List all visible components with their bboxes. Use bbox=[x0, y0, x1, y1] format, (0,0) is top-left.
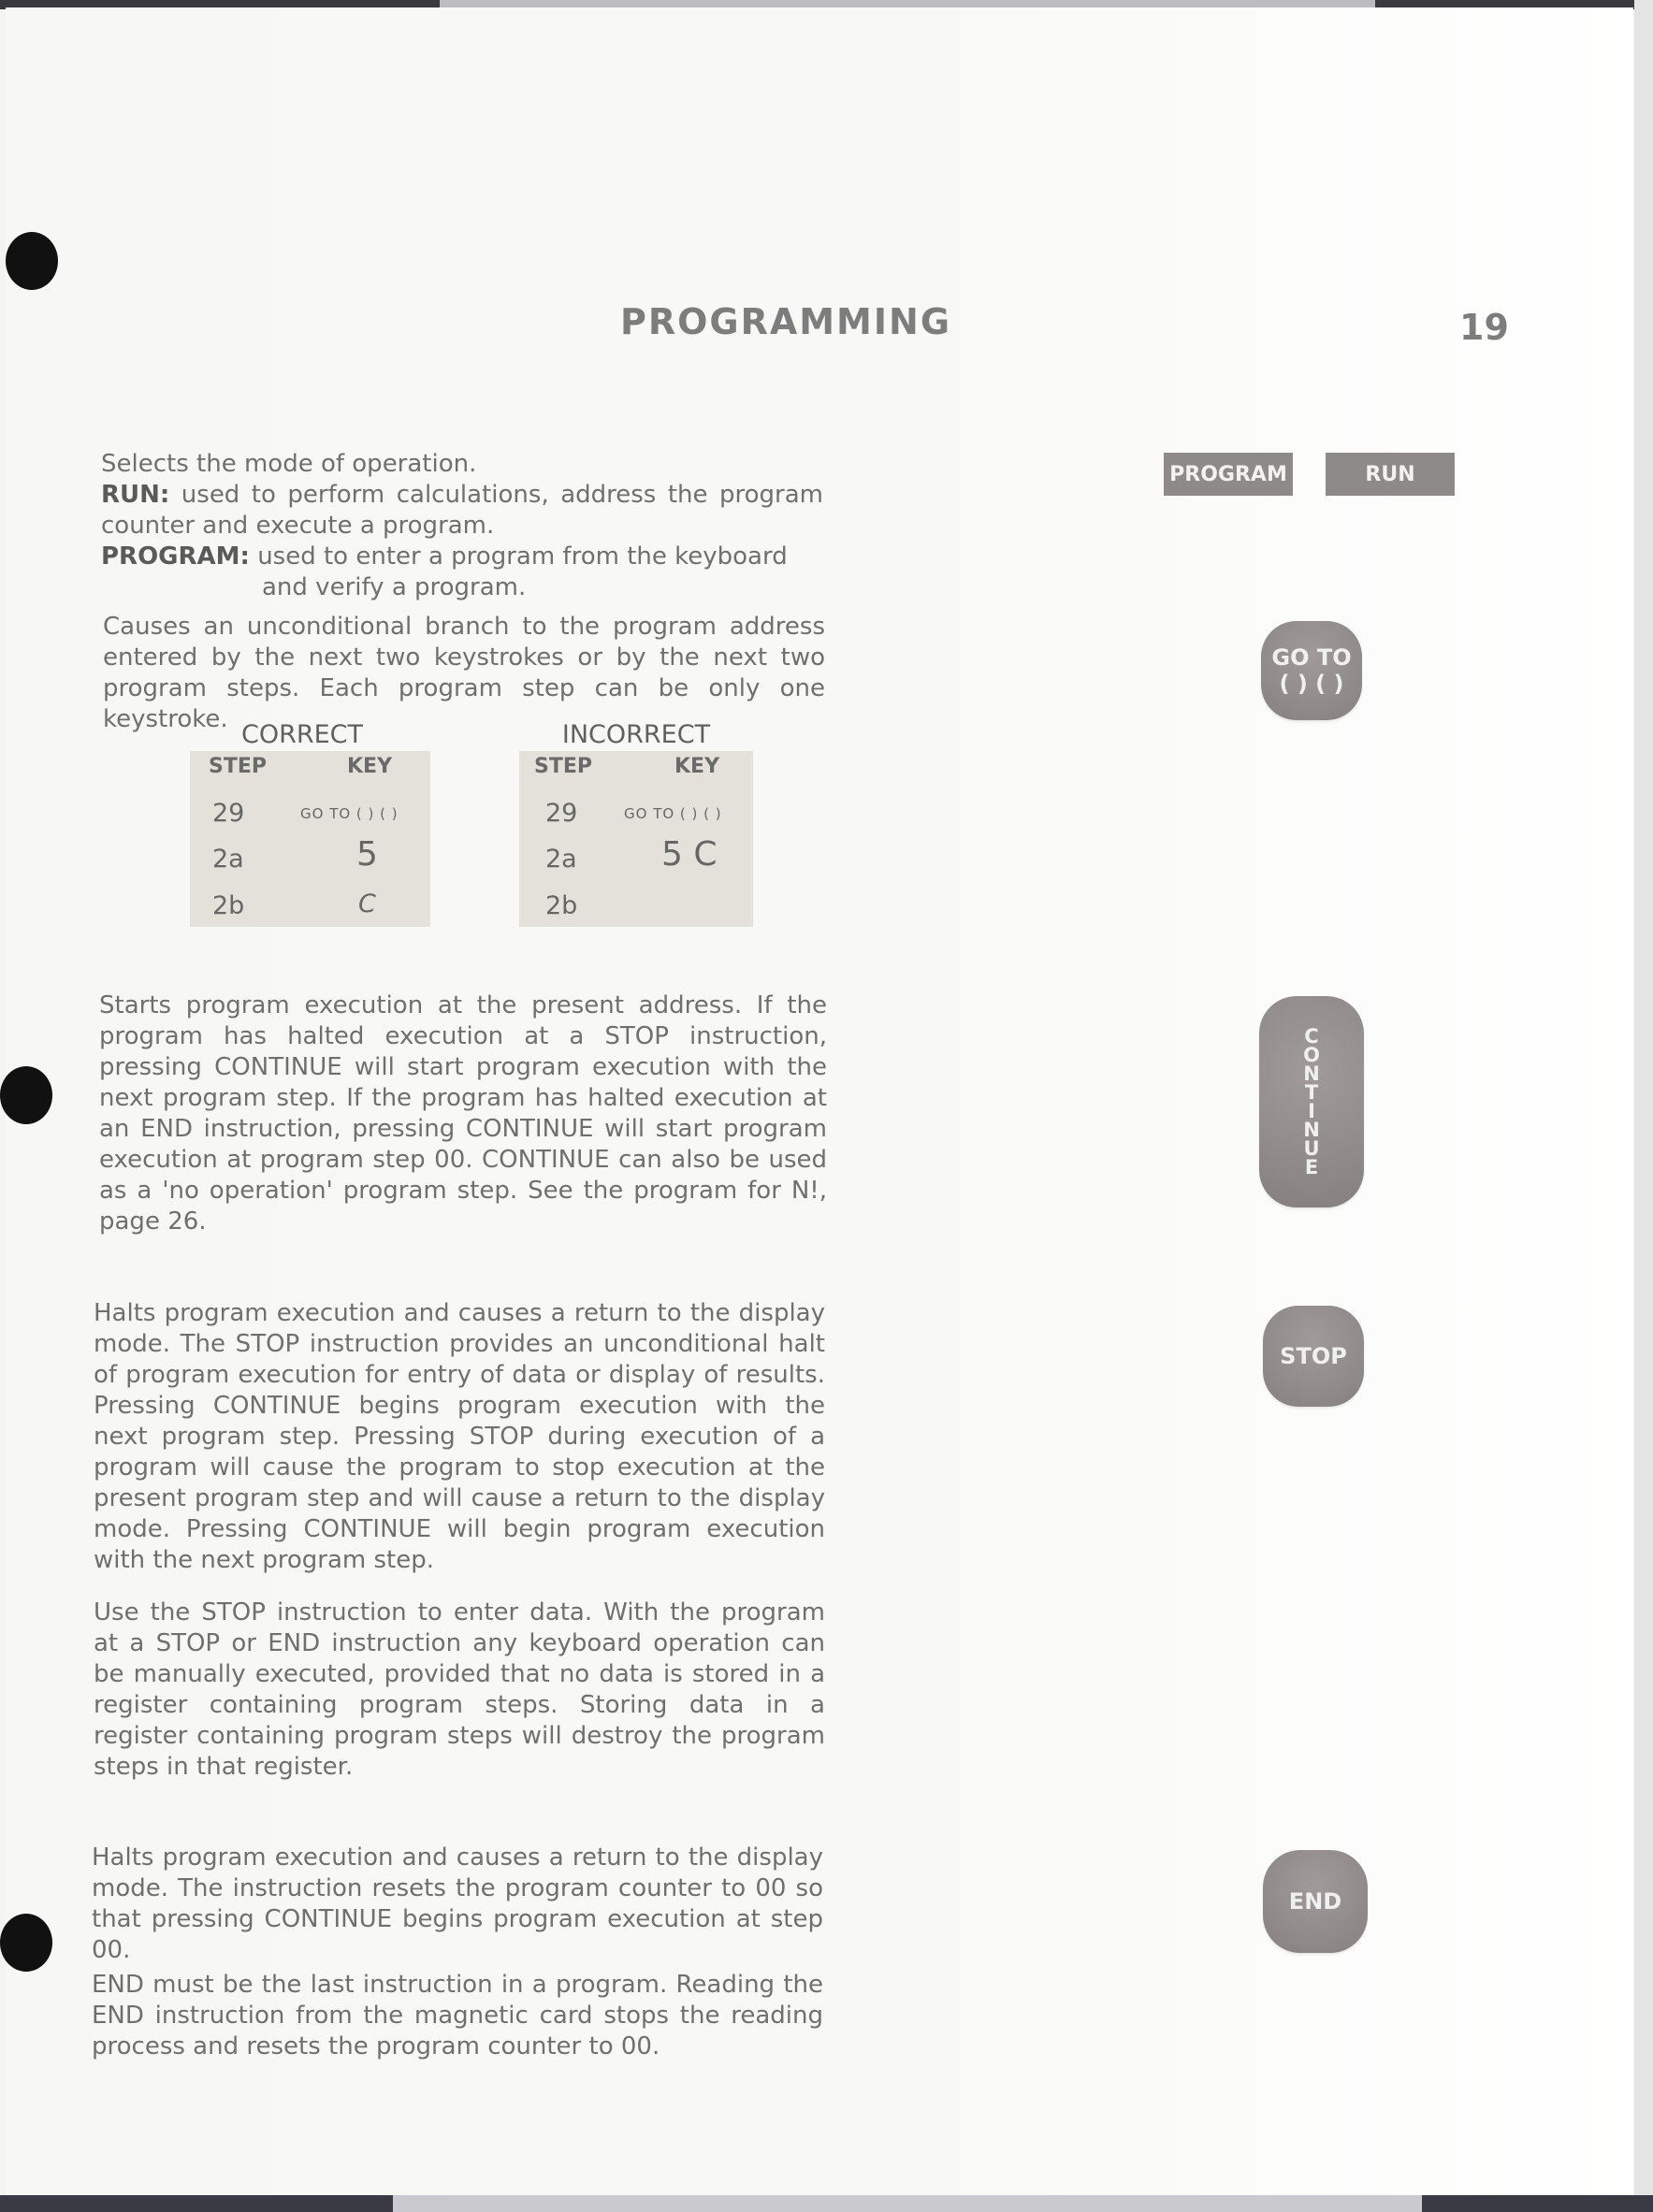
correct-step-header: STEP bbox=[209, 755, 268, 778]
continue-key-letter: O bbox=[1303, 1044, 1320, 1066]
incorrect-step-2: 2a bbox=[545, 845, 577, 874]
page-number: 19 bbox=[1459, 307, 1509, 348]
correct-table-title: CORRECT bbox=[240, 720, 364, 749]
continue-description: Starts program execution at the present address. If the program has halted execution at a STOP instruction, pressing CONTINUE will start program execution with the next program step. If the program has halted execution at an END instruction, pressing CONTINUE will start program execution at program step 00. CONTINUE can also be used as a 'no operation' program step. See the program for N!, page 26. bbox=[99, 991, 827, 1236]
binder-hole-middle bbox=[0, 1066, 52, 1124]
run-label: RUN: bbox=[101, 481, 170, 509]
continue-key-letter: U bbox=[1303, 1137, 1320, 1160]
incorrect-table-title: INCORRECT bbox=[561, 720, 711, 749]
incorrect-step-1: 29 bbox=[545, 799, 578, 828]
correct-key-1: GO TO ( ) ( ) bbox=[300, 805, 399, 822]
page-bottom-edge bbox=[0, 2195, 1653, 2212]
goto-key-parens: ( ) ( ) bbox=[1279, 671, 1344, 697]
binder-hole-bottom bbox=[0, 1914, 52, 1972]
incorrect-table bbox=[519, 751, 753, 927]
correct-key-3: C bbox=[358, 889, 376, 918]
correct-step-2: 2a bbox=[212, 845, 244, 874]
end-description: Halts program execution and causes a return to the display mode. The instruction resets the program counter to 00 so that pressing CONTINUE begins program execution at step 00. bbox=[92, 1843, 823, 1964]
program-mode-key[interactable]: PROGRAM bbox=[1164, 453, 1293, 496]
program-label: PROGRAM: bbox=[101, 542, 250, 571]
stop-data-entry-description: Use the STOP instruction to enter data. With the program at a STOP or END instruction any keyboard operation can be manually executed, provided that no data is stored in a register containing program steps. Storing data in a register containing program steps will destroy the program steps in that register. bbox=[94, 1598, 825, 1781]
correct-step-3: 2b bbox=[212, 891, 245, 920]
incorrect-key-header: KEY bbox=[674, 755, 720, 778]
continue-key-letter: N bbox=[1303, 1119, 1320, 1141]
incorrect-step-3: 2b bbox=[545, 891, 578, 920]
end-key[interactable]: END bbox=[1263, 1850, 1368, 1953]
continue-key[interactable] bbox=[1259, 996, 1364, 1207]
correct-table bbox=[190, 751, 430, 927]
end-usage-description: END must be the last instruction in a program. Reading the END instruction from the magnetic card stops the reading process and resets the program counter to 00. bbox=[92, 1971, 823, 2060]
goto-key[interactable] bbox=[1261, 621, 1362, 720]
continue-key-letter: N bbox=[1303, 1063, 1320, 1085]
correct-key-2: 5 bbox=[356, 835, 378, 874]
run-text: used to perform calculations, address the program counter and execute a program. bbox=[101, 481, 823, 540]
mode-description bbox=[101, 449, 823, 603]
program-text-2: and verify a program. bbox=[262, 573, 527, 601]
mode-intro: Selects the mode of operation. bbox=[101, 450, 477, 478]
goto-description: Causes an unconditional branch to the program address entered by the next two keystrokes or by the next two program steps. Each program step can be only one keystroke. bbox=[103, 613, 825, 733]
continue-key-letter: T bbox=[1304, 1081, 1319, 1104]
page-title: PROGRAMMING bbox=[619, 301, 952, 342]
binder-hole-top bbox=[6, 232, 58, 290]
run-mode-key[interactable]: RUN bbox=[1326, 453, 1455, 496]
continue-key-letter: C bbox=[1304, 1025, 1319, 1048]
stop-description: Halts program execution and causes a return to the display mode. The STOP instruction provides an unconditional halt of program execution for entry of data or display of results. Pressing CONTINUE begins program execution with the next program step. Pressing STOP during execution of a program will cause the program to stop execution at the present program step and will cause a return to the display mode. Pressing CONTINUE will begin program execution with the next program step. bbox=[94, 1299, 825, 1574]
stop-key[interactable]: STOP bbox=[1263, 1306, 1364, 1407]
incorrect-key-2: 5 C bbox=[661, 835, 718, 874]
continue-key-letter: E bbox=[1304, 1156, 1319, 1178]
goto-key-label: GO TO bbox=[1271, 644, 1352, 671]
incorrect-key-1: GO TO ( ) ( ) bbox=[624, 805, 722, 822]
correct-step-1: 29 bbox=[212, 799, 245, 828]
program-text-1: used to enter a program from the keyboard bbox=[249, 542, 788, 571]
page-right-edge bbox=[1634, 0, 1653, 2212]
continue-key-letter: I bbox=[1308, 1100, 1315, 1122]
incorrect-step-header: STEP bbox=[534, 755, 593, 778]
correct-key-header: KEY bbox=[347, 755, 393, 778]
